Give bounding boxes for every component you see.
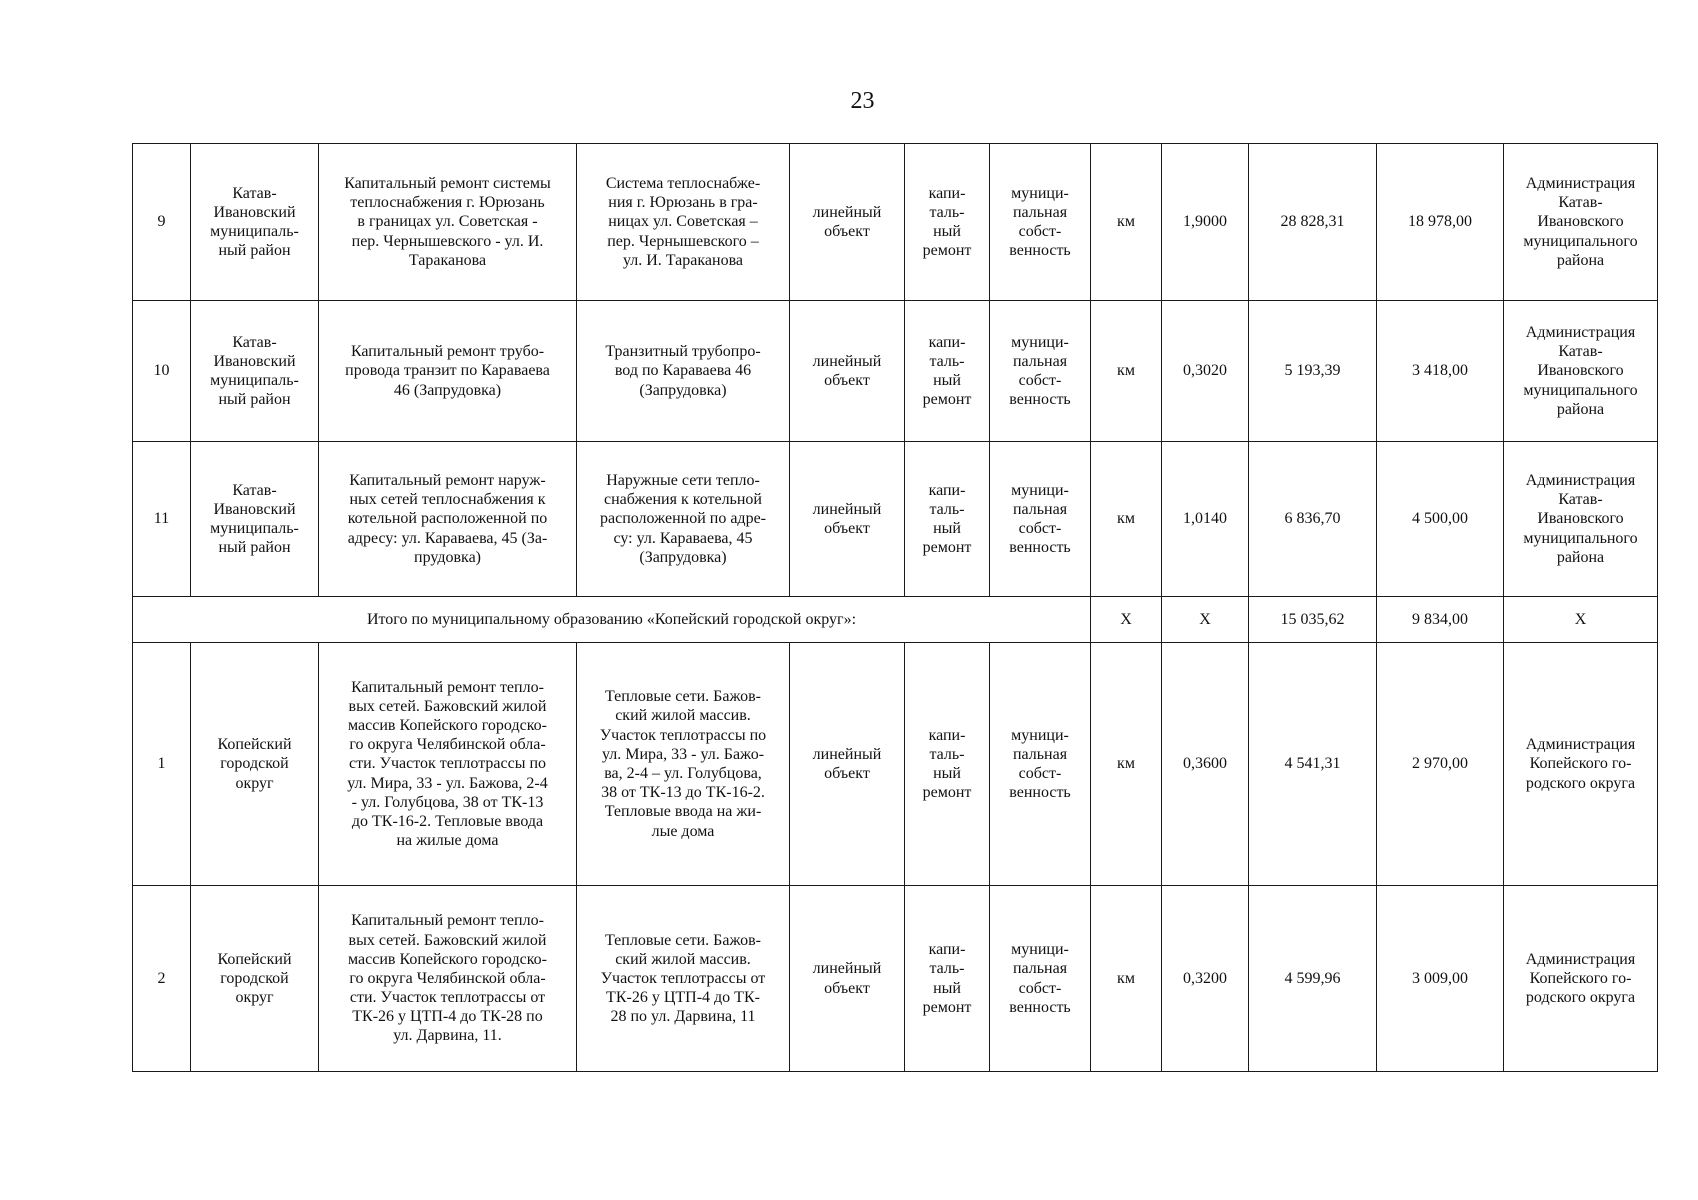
object-type-cell: линейный объект: [790, 643, 905, 886]
organization-cell: Администрация Копейского го- родского округа: [1504, 886, 1658, 1072]
organization-cell: Администрация Катав- Ивановского муниципального района: [1504, 144, 1658, 301]
table-row: [133, 144, 1658, 301]
municipality-cell: Копейский городской округ: [191, 886, 319, 1072]
work-name-cell: Капитальный ремонт трубо- провода транзит по Караваева 46 (Запрудовка): [319, 301, 577, 442]
row-number: 1: [133, 643, 191, 886]
table-row: [133, 301, 1658, 442]
object-name-cell: Тепловые сети. Бажов- ский жилой массив. Участок теплотрассы по ул. Мира, 33 - ул. Бажо- ва, 2-4 – ул. Голубцова, 38 от ТК-13 до ТК-16-2. Тепловые ввода на жи- лые дома: [577, 643, 790, 886]
unit-cell: км: [1091, 442, 1162, 597]
work-type-cell: капи- таль- ный ремонт: [905, 643, 990, 886]
total-label: Итого по муниципальному образованию «Копейский городской округ»:: [133, 597, 1091, 643]
unit-cell: км: [1091, 886, 1162, 1072]
row-number: 2: [133, 886, 191, 1072]
unit-cell: км: [1091, 301, 1162, 442]
work-name-cell: Капитальный ремонт системы теплоснабжения г. Юрюзань в границах ул. Советская - пер. Чернышевского - ул. И. Тараканова: [319, 144, 577, 301]
row-number: 11: [133, 442, 191, 597]
ownership-cell: муници- пальная собст- венность: [990, 144, 1091, 301]
ownership-cell: муници- пальная собст- венность: [990, 442, 1091, 597]
object-type-cell: линейный объект: [790, 144, 905, 301]
total-quantity-cell: Х: [1162, 597, 1249, 643]
cost-total-cell: 28 828,31: [1249, 144, 1377, 301]
cost-total-cell: 4 541,31: [1249, 643, 1377, 886]
object-name-cell: Транзитный трубопро- вод по Караваева 46 (Запрудовка): [577, 301, 790, 442]
object-name-cell: Система теплоснабже- ния г. Юрюзань в гра- ницах ул. Советская – пер. Чернышевского – ул. И. Тараканова: [577, 144, 790, 301]
work-type-cell: капи- таль- ный ремонт: [905, 886, 990, 1072]
table-row: [133, 442, 1658, 597]
row-number: 10: [133, 301, 191, 442]
cost-budget-cell: 4 500,00: [1377, 442, 1504, 597]
capital-repair-table: [132, 143, 1658, 1072]
work-type-cell: капи- таль- ный ремонт: [905, 442, 990, 597]
total-row: [133, 597, 1658, 643]
work-type-cell: капи- таль- ный ремонт: [905, 144, 990, 301]
cost-budget-cell: 3 418,00: [1377, 301, 1504, 442]
municipality-cell: Катав- Ивановский муниципаль- ный район: [191, 144, 319, 301]
quantity-cell: 1,0140: [1162, 442, 1249, 597]
work-name-cell: Капитальный ремонт тепло- вых сетей. Бажовский жилой массив Копейского городско- го округа Челябинской обла- сти. Участок теплотрассы от ТК-26 у ЦТП-4 до ТК-28 по ул. Дарвина, 11.: [319, 886, 577, 1072]
total-unit-cell: Х: [1091, 597, 1162, 643]
object-name-cell: Наружные сети тепло- снабжения к котельной расположенной по адре- су: ул. Караваева, 45 (Запрудовка): [577, 442, 790, 597]
quantity-cell: 0,3600: [1162, 643, 1249, 886]
organization-cell: Администрация Катав- Ивановского муниципального района: [1504, 301, 1658, 442]
cost-budget-cell: 2 970,00: [1377, 643, 1504, 886]
municipality-cell: Катав- Ивановский муниципаль- ный район: [191, 442, 319, 597]
municipality-cell: Копейский городской округ: [191, 643, 319, 886]
object-name-cell: Тепловые сети. Бажов- ский жилой массив. Участок теплотрассы от ТК-26 у ЦТП-4 до ТК- 28 по ул. Дарвина, 11: [577, 886, 790, 1072]
object-type-cell: линейный объект: [790, 442, 905, 597]
quantity-cell: 0,3200: [1162, 886, 1249, 1072]
cost-budget-cell: 18 978,00: [1377, 144, 1504, 301]
unit-cell: км: [1091, 643, 1162, 886]
cost-total-cell: 5 193,39: [1249, 301, 1377, 442]
cost-total-cell: 4 599,96: [1249, 886, 1377, 1072]
row-number: 9: [133, 144, 191, 301]
ownership-cell: муници- пальная собст- венность: [990, 301, 1091, 442]
cost-total-cell: 6 836,70: [1249, 442, 1377, 597]
quantity-cell: 1,9000: [1162, 144, 1249, 301]
table-row: [133, 886, 1658, 1072]
work-name-cell: Капитальный ремонт тепло- вых сетей. Бажовский жилой массив Копейского городско- го округа Челябинской обла- сти. Участок теплотрассы по ул. Мира, 33 - ул. Бажова, 2-4 - ул. Голубцова, 38 от ТК-13 до ТК-16-2. Тепловые ввода на жилые дома: [319, 643, 577, 886]
cost-budget-cell: 3 009,00: [1377, 886, 1504, 1072]
object-type-cell: линейный объект: [790, 886, 905, 1072]
total-organization-cell: Х: [1504, 597, 1658, 643]
quantity-cell: 0,3020: [1162, 301, 1249, 442]
organization-cell: Администрация Катав- Ивановского муниципального района: [1504, 442, 1658, 597]
work-name-cell: Капитальный ремонт наруж- ных сетей теплоснабжения к котельной расположенной по адресу: ул. Караваева, 45 (За- прудовка): [319, 442, 577, 597]
organization-cell: Администрация Копейского го- родского округа: [1504, 643, 1658, 886]
object-type-cell: линейный объект: [790, 301, 905, 442]
total-budget-cell: 9 834,00: [1377, 597, 1504, 643]
work-type-cell: капи- таль- ный ремонт: [905, 301, 990, 442]
ownership-cell: муници- пальная собст- венность: [990, 886, 1091, 1072]
ownership-cell: муници- пальная собст- венность: [990, 643, 1091, 886]
municipality-cell: Катав- Ивановский муниципаль- ный район: [191, 301, 319, 442]
total-cost-cell: 15 035,62: [1249, 597, 1377, 643]
unit-cell: км: [1091, 144, 1162, 301]
table-row: [133, 643, 1658, 886]
page-number: 23: [850, 88, 875, 114]
